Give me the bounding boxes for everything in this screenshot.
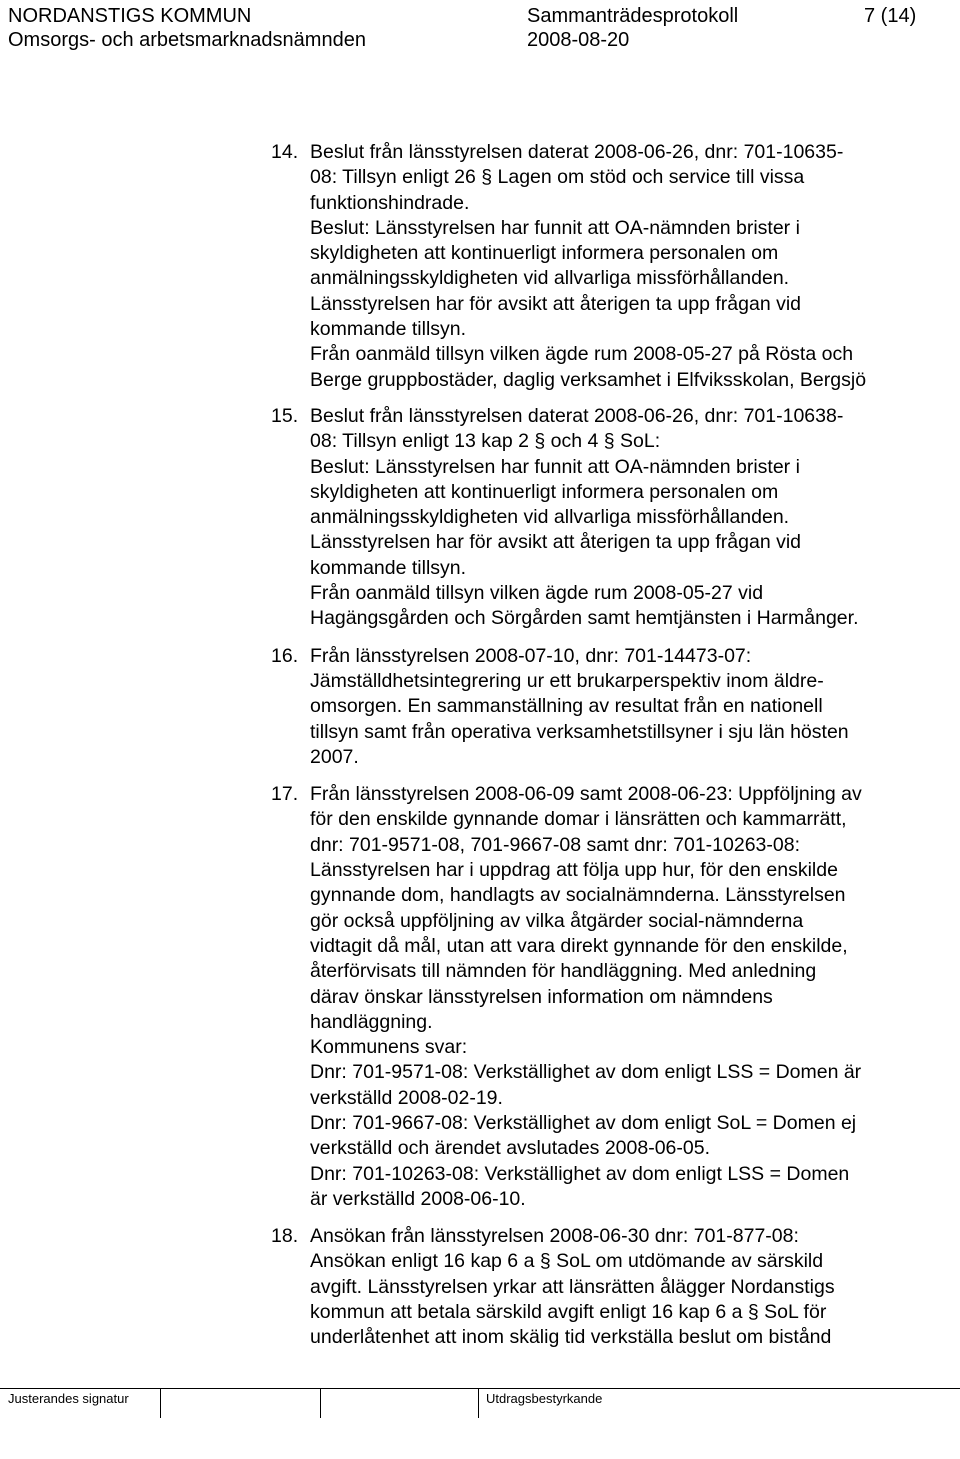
item-text	[310, 782, 942, 1212]
text-line: Kommunens svar:	[310, 1036, 468, 1059]
text-line: Beslut: Länsstyrelsen har funnit att OA-nämnden brister i	[310, 216, 800, 239]
item-number: 15.	[271, 404, 299, 427]
text-line: avgift. Länsstyrelsen yrkar att länsrätten ålägger Nordanstigs	[310, 1275, 835, 1298]
text-line: verkställd 2008-02-19.	[310, 1086, 503, 1109]
board-name: Omsorgs- och arbetsmarknadsnämnden	[8, 29, 366, 51]
item-number: 16.	[271, 644, 299, 667]
text-line: är verkställd 2008-06-10.	[310, 1187, 526, 1210]
text-line: Länsstyrelsen har i uppdrag att följa upp hur, för den enskilde	[310, 859, 838, 882]
item-number: 14.	[271, 141, 299, 163]
item-number: 17.	[271, 783, 299, 806]
item-text	[310, 1224, 942, 1350]
item-text	[310, 404, 942, 632]
text-line: Från länsstyrelsen 2008-07-10, dnr: 701-14473-07:	[310, 644, 752, 667]
text-line: Berge gruppbostäder, daglig verksamhet i Elfviksskolan, Bergsjö	[310, 368, 867, 391]
text-line: Ansökan enligt 16 kap 6 a § SoL om utdömande av särskild	[310, 1250, 824, 1273]
text-line: Beslut från länsstyrelsen daterat 2008-06-26, dnr: 701-10638-	[310, 404, 844, 427]
text-line: verkställd och ärendet avslutades 2008-06-05.	[310, 1137, 710, 1160]
text-line: Dnr: 701-9571-08: Verkställighet av dom enligt LSS = Domen är	[310, 1061, 862, 1084]
text-line: Från oanmäld tillsyn vilken ägde rum 2008-05-27 på Rösta och	[310, 343, 854, 366]
text-line: återförvisats till nämnden för handläggning. Med anledning	[310, 960, 817, 983]
extract-certification-label: Utdragsbestyrkande	[486, 1391, 603, 1406]
list-item	[271, 644, 951, 770]
footer-cell-divider	[160, 1388, 161, 1418]
text-line: Från oanmäld tillsyn vilken ägde rum 2008-05-27 vid	[310, 582, 764, 605]
item-list	[271, 140, 951, 1351]
list-item	[271, 140, 951, 393]
text-line: Länsstyrelsen har för avsikt att återigen ta upp frågan vid	[310, 531, 802, 554]
page-number: 7 (14)	[864, 5, 917, 27]
list-item	[271, 782, 951, 1212]
list-item	[271, 1224, 951, 1350]
text-line: skyldigheten att kontinuerligt informera personalen om	[310, 242, 779, 265]
text-line: Beslut: Länsstyrelsen har funnit att OA-nämnden brister i	[310, 455, 800, 478]
meeting-date: 2008-08-20	[527, 29, 630, 51]
item-text	[310, 140, 942, 393]
text-line: kommande tillsyn.	[310, 556, 467, 579]
organization-name: NORDANSTIGS KOMMUN	[8, 5, 252, 27]
text-line: 08: Tillsyn enligt 26 § Lagen om stöd och service till vissa	[310, 166, 805, 189]
text-line: 2007.	[310, 745, 359, 768]
document-type: Sammanträdesprotokoll	[527, 5, 739, 27]
list-item	[271, 404, 951, 632]
text-line: Beslut från länsstyrelsen daterat 2008-06-26, dnr: 701-10635-	[310, 141, 844, 163]
signature-label: Justerandes signatur	[8, 1391, 129, 1406]
text-line: omsorgen. En sammanställning av resultat från en nationell	[310, 695, 823, 718]
text-line: gör också uppföljning av vilka åtgärder social-nämnderna	[310, 909, 804, 932]
text-line: Jämställdhetsintegrering ur ett brukarperspektiv inom äldre-	[310, 669, 824, 692]
text-line: handläggning.	[310, 1010, 433, 1033]
text-line: Hagängsgården och Sörgården samt hemtjänsten i Harmånger.	[310, 607, 859, 630]
text-line: vidtagit då mål, utan att vara direkt gynnande för den enskilde,	[310, 934, 848, 957]
text-line: skyldigheten att kontinuerligt informera personalen om	[310, 480, 779, 503]
text-line: därav önskar länsstyrelsen information om nämndens	[310, 985, 773, 1008]
item-text	[310, 644, 942, 770]
footer-divider	[0, 1388, 960, 1389]
text-line: anmälningsskyldigheten vid allvarliga missförhållanden.	[310, 267, 790, 290]
text-line: Från länsstyrelsen 2008-06-09 samt 2008-06-23: Uppföljning av	[310, 783, 862, 806]
footer-cell-divider	[320, 1388, 321, 1418]
text-line: underlåtenhet att inom skälig tid verkställa beslut om bistånd	[310, 1326, 832, 1349]
text-line: anmälningsskyldigheten vid allvarliga missförhållanden.	[310, 506, 790, 529]
text-line: Dnr: 701-10263-08: Verkställighet av dom enligt LSS = Domen	[310, 1162, 850, 1185]
text-line: funktionshindrade.	[310, 191, 470, 214]
text-line: Dnr: 701-9667-08: Verkställighet av dom enligt SoL = Domen ej	[310, 1111, 857, 1134]
text-line: för den enskilde gynnande domar i länsrätten och kammarrätt,	[310, 808, 847, 831]
text-line: kommande tillsyn.	[310, 318, 467, 341]
text-line: Länsstyrelsen har för avsikt att återigen ta upp frågan vid	[310, 292, 802, 315]
item-number: 18.	[271, 1225, 299, 1248]
text-line: gynnande dom, handlagts av socialnämnderna. Länsstyrelsen	[310, 884, 846, 907]
footer-cell-divider	[478, 1388, 479, 1418]
text-line: kommun att betala särskild avgift enligt 16 kap 6 a § SoL för	[310, 1301, 827, 1324]
text-line: Ansökan från länsstyrelsen 2008-06-30 dnr: 701-877-08:	[310, 1225, 799, 1248]
text-line: 08: Tillsyn enligt 13 kap 2 § och 4 § SoL:	[310, 430, 661, 453]
text-line: tillsyn samt från operativa verksamhetstillsyner i sju län hösten	[310, 720, 849, 743]
text-line: dnr: 701-9571-08, 701-9667-08 samt dnr: 701-10263-08:	[310, 833, 801, 856]
